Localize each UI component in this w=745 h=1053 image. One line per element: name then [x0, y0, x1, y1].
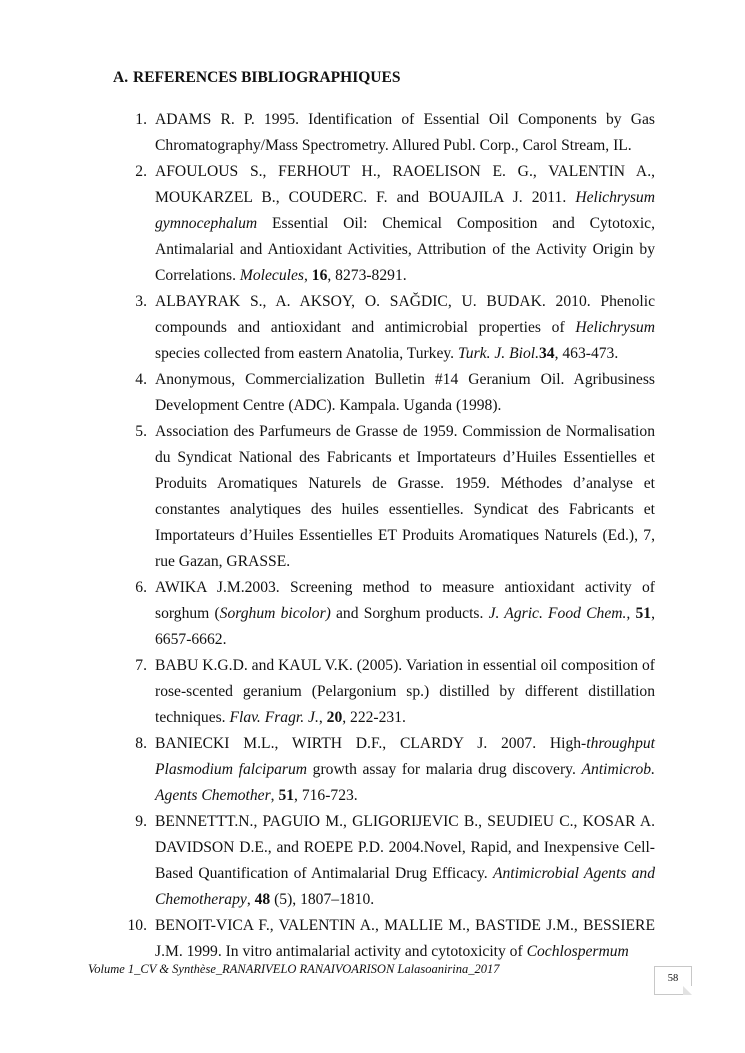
reference-text: BABU K.G.D. and KAUL V.K. (2005). Variation in essential oil composition of rose-scented geranium (Pelargonium sp.) distilled by different distillation techniques.: [155, 657, 655, 726]
footer-text: Volume 1_CV & Synthèse_RANARIVELO RANAIVOARISON Lalasoanirina_2017: [88, 962, 500, 976]
reference-number: 4.: [135, 371, 147, 388]
reference-text: , 716-723.: [294, 787, 358, 804]
reference-italic-text: J. Agric. Food Chem.,: [488, 605, 631, 622]
reference-text: and Sorghum products.: [330, 605, 489, 622]
reference-item: [135, 367, 655, 419]
reference-italic-text: Helichrysum: [575, 319, 655, 336]
reference-number: 2.: [135, 163, 147, 180]
reference-volume: 48: [254, 891, 271, 908]
reference-italic-text: Turk. J. Biol.: [457, 345, 539, 362]
reference-item: [135, 575, 655, 653]
reference-number: 3.: [135, 293, 147, 310]
section-heading: [113, 69, 400, 87]
reference-item: [135, 653, 655, 731]
reference-italic-text: Helichrysum gymnocephalum: [155, 189, 655, 232]
reference-item: [127, 913, 655, 965]
reference-volume: 16: [311, 267, 328, 284]
reference-italic-text: Molecules: [239, 267, 304, 284]
reference-number: 5.: [135, 423, 147, 440]
reference-italic-text: Antimicrobial Agents and Chemotherapy: [155, 865, 655, 908]
reference-text: BANIECKI M.L., WIRTH D.F., CLARDY J. 2007. High-: [155, 735, 587, 752]
reference-italic-text: Sorghum bicolor): [219, 605, 331, 622]
reference-volume: 34: [538, 345, 555, 362]
reference-item: [135, 731, 655, 809]
reference-italic-text: Antimicrob. Agents Chemother: [155, 761, 655, 804]
reference-item: [135, 419, 655, 575]
reference-italic-text: Cochlospermum: [526, 943, 629, 960]
section-title: REFERENCES BIBLIOGRAPHIQUES: [133, 69, 401, 86]
page-curl-icon: [683, 986, 692, 995]
reference-text: ,: [246, 891, 255, 908]
reference-text: , 463-473.: [554, 345, 619, 362]
reference-italic-text: Flav. Fragr. J.: [229, 709, 319, 726]
reference-text: , 8273-8291.: [327, 267, 407, 284]
reference-item: [135, 809, 655, 913]
reference-text: AWIKA J.M.2003. Screening method to measure antioxidant activity of sorghum (: [155, 579, 655, 622]
reference-number: 1.: [135, 111, 147, 128]
reference-text: BENNETTT.N., PAGUIO M., GLIGORIJEVIC B., SEUDIEU C., KOSAR A. DAVIDSON D.E., and ROEPE P.D. 2004.Novel, Rapid, and Inexpensive Cell-Based Quantification of Antimalarial Drug Efficacy.: [155, 813, 655, 882]
reference-number: 10.: [127, 917, 147, 934]
reference-volume: 51: [635, 605, 652, 622]
reference-text: ,: [270, 787, 279, 804]
reference-number: 6.: [135, 579, 147, 596]
reference-text: Anonymous, Commercialization Bulletin #14 Geranium Oil. Agribusiness Development Centre (ADC). Kampala. Uganda (1998).: [155, 371, 655, 414]
reference-text: growth assay for malaria drug discovery.: [307, 761, 582, 778]
reference-text: ADAMS R. P. 1995. Identification of Essential Oil Components by Gas Chromatography/Mass Spectrometry. Allured Publ. Corp., Carol Stream, IL.: [155, 111, 655, 154]
reference-text: ALBAYRAK S., A. AKSOY, O. SAĞDIC, U. BUDAK. 2010. Phenolic compounds and antioxidant and antimicrobial properties of: [155, 293, 655, 336]
page-number: 58: [667, 973, 679, 984]
reference-item: [135, 159, 655, 289]
section-label: A.: [113, 69, 129, 86]
reference-text: (5), 1807–1810.: [270, 891, 375, 908]
reference-number: 9.: [135, 813, 147, 830]
reference-text: AFOULOUS S., FERHOUT H., RAOELISON E. G., VALENTIN A., MOUKARZEL B., COUDERC. F. and BOUAJILA J. 2011.: [155, 163, 655, 206]
reference-text: ,: [303, 267, 312, 284]
reference-item: [135, 289, 655, 367]
reference-text: , 222-231.: [342, 709, 406, 726]
reference-item: [135, 107, 655, 159]
reference-text: , 6657-6662.: [155, 605, 655, 648]
reference-number: 7.: [135, 657, 147, 674]
page-number-box: [654, 966, 692, 995]
reference-text: Essential Oil: Chemical Composition and Cytotoxic, Antimalarial and Antioxidant Activities, Attribution of the Activity Origin by Correlations.: [155, 215, 655, 284]
reference-text: BENOIT-VICA F., VALENTIN A., MALLIE M., BASTIDE J.M., BESSIERE J.M. 1999. In vitro antimalarial activity and cytotoxicity of: [155, 917, 655, 960]
reference-italic-text: throughput Plasmodium falciparum: [155, 735, 655, 778]
reference-volume: 51: [278, 787, 295, 804]
reference-text: species collected from eastern Anatolia, Turkey.: [155, 345, 458, 362]
reference-list: [0, 107, 745, 965]
reference-text: ,: [318, 709, 327, 726]
reference-text: Association des Parfumeurs de Grasse de 1959. Commission de Normalisation du Syndicat National des Fabricants et Importateurs d’Huiles Essentielles et Produits Aromatiques Naturels de Grasse. 1959. Méthodes d’analyse et constantes analytiques des huiles essentielles. Syndicat des Fabricants et Importateurs d’Huiles Essentielles ET Produits Aromatiques Naturels (Ed.), 7, rue Gazan, GRASSE.: [155, 423, 655, 570]
reference-number: 8.: [135, 735, 147, 752]
reference-volume: 20: [326, 709, 343, 726]
